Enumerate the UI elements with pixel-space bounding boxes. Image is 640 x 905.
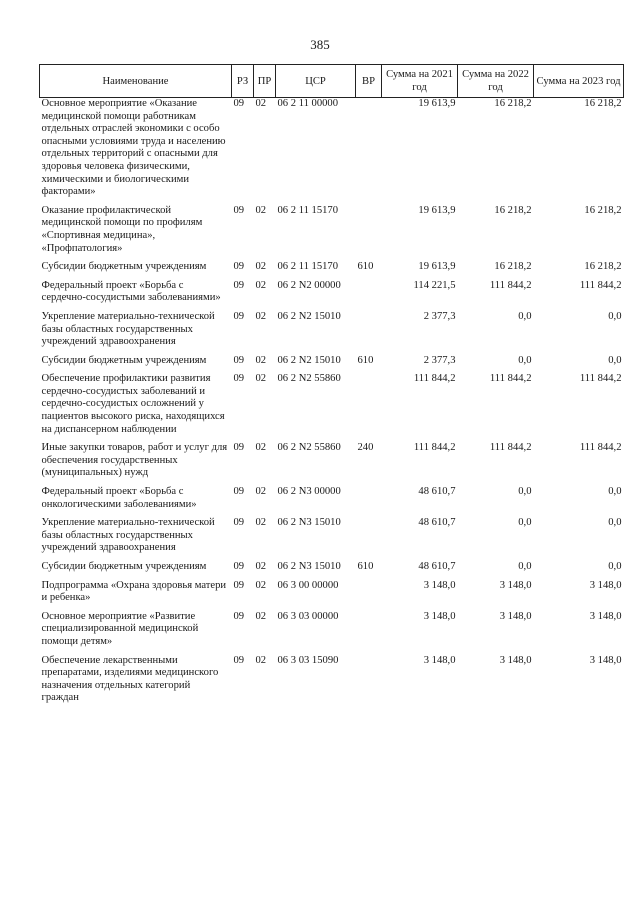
- table-row: [40, 611, 624, 655]
- header-sum-2022: Сумма на 2022 год: [458, 65, 534, 98]
- row-name: Основное мероприятие «Оказание медицинской помощи работникам отдельных отраслей экономики с особо опасными условиями труда и населению отдельных территорий с опасными для здоровья человека физическими, химическими и биологическими факторами»: [41, 98, 226, 198]
- row-csr: 06 2 11 15170: [277, 261, 339, 273]
- row-vr: [356, 205, 382, 261]
- row-pr: 02: [255, 354, 267, 366]
- row-sum-2022: 16 218,2: [494, 261, 532, 273]
- row-sum-2021: 2 377,3: [423, 354, 456, 366]
- row-rz: 09: [233, 310, 245, 322]
- row-sum-2023: 3 148,0: [589, 610, 622, 622]
- row-csr: 06 3 00 00000: [277, 579, 339, 591]
- row-csr: 06 2 N2 55860: [277, 442, 341, 454]
- row-name: Обеспечение лекарственными препаратами, изделиями медицинского назначения отдельных категорий граждан: [41, 654, 219, 704]
- row-rz: 09: [233, 204, 245, 216]
- row-sum-2022: 111 844,2: [489, 373, 532, 385]
- row-sum-2023: 0,0: [608, 517, 622, 529]
- row-name: Субсидии бюджетным учреждениям: [41, 261, 207, 273]
- row-sum-2021: 111 844,2: [413, 373, 456, 385]
- row-vr: 240: [357, 442, 374, 454]
- row-sum-2022: 0,0: [518, 354, 532, 366]
- row-sum-2022: 0,0: [518, 310, 532, 322]
- row-name: Федеральный проект «Борьба с онкологическими заболеваниями»: [41, 486, 197, 510]
- row-rz: 09: [233, 579, 245, 591]
- page-number: 385: [310, 37, 330, 52]
- table-row: [40, 205, 624, 261]
- row-vr: [356, 373, 382, 442]
- table-row: [40, 580, 624, 611]
- row-rz: 09: [233, 654, 245, 666]
- row-vr: [356, 517, 382, 561]
- row-sum-2023: 0,0: [608, 354, 622, 366]
- row-vr: 610: [357, 561, 374, 572]
- row-sum-2021: 48 610,7: [418, 517, 456, 529]
- table-row: [40, 486, 624, 517]
- table-body: [40, 98, 624, 711]
- row-csr: 06 2 N3 15010: [277, 561, 341, 572]
- header-rz: РЗ: [232, 65, 254, 98]
- row-pr: 02: [255, 654, 267, 666]
- row-vr: [356, 611, 382, 655]
- row-sum-2023: 0,0: [608, 310, 622, 322]
- row-rz: 09: [233, 98, 245, 109]
- row-name: Субсидии бюджетным учреждениям: [41, 561, 207, 572]
- row-name: Федеральный проект «Борьба с сердечно-сосудистыми заболеваниями»: [41, 279, 221, 304]
- row-name: Обеспечение профилактики развития сердечно-сосудистых заболеваний и сердечно-сосудистых осложнений у пациентов высокого риска, находящихся на диспансерном наблюдении: [41, 373, 225, 435]
- row-rz: 09: [233, 261, 245, 273]
- row-csr: 06 3 03 15090: [277, 654, 339, 666]
- row-sum-2022: 3 148,0: [499, 579, 532, 591]
- row-name: Укрепление материально-технической базы областных государственных учреждений здравоохранения: [41, 310, 215, 348]
- row-name: Основное мероприятие «Развитие специализированной медицинской помощи детям»: [41, 610, 199, 647]
- row-pr: 02: [255, 261, 267, 273]
- header-name: Наименование: [40, 65, 232, 98]
- row-pr: 02: [255, 279, 267, 291]
- row-csr: 06 2 N2 00000: [277, 279, 341, 291]
- row-sum-2023: 111 844,2: [579, 279, 622, 291]
- table-row: [40, 280, 624, 311]
- row-name: Подпрограмма «Охрана здоровья матери и ребенка»: [41, 579, 227, 604]
- row-rz: 09: [233, 486, 245, 498]
- row-sum-2022: 111 844,2: [489, 442, 532, 454]
- row-pr: 02: [255, 204, 267, 216]
- row-pr: 02: [255, 486, 267, 498]
- row-sum-2022: 0,0: [518, 517, 532, 529]
- row-csr: 06 2 N3 15010: [277, 517, 341, 529]
- row-sum-2022: 0,0: [518, 486, 532, 498]
- row-sum-2021: 114 221,5: [413, 279, 456, 291]
- budget-table: [39, 64, 624, 711]
- row-pr: 02: [255, 579, 267, 591]
- table-row: [40, 355, 624, 374]
- row-rz: 09: [233, 561, 245, 572]
- header-vr: ВР: [356, 65, 382, 98]
- row-vr: [356, 311, 382, 355]
- row-sum-2022: 16 218,2: [494, 98, 532, 109]
- table-row: [40, 655, 624, 711]
- row-sum-2021: 3 148,0: [423, 579, 456, 591]
- row-sum-2021: 48 610,7: [418, 561, 456, 572]
- table-row: [40, 517, 624, 561]
- row-rz: 09: [233, 373, 245, 385]
- row-csr: 06 3 03 00000: [277, 610, 339, 622]
- row-name: Субсидии бюджетным учреждениям: [41, 354, 207, 366]
- row-vr: [356, 280, 382, 311]
- row-sum-2023: 16 218,2: [584, 204, 622, 216]
- row-sum-2023: 3 148,0: [589, 654, 622, 666]
- row-rz: 09: [233, 517, 245, 529]
- row-sum-2023: 3 148,0: [589, 579, 622, 591]
- row-sum-2022: 3 148,0: [499, 654, 532, 666]
- row-vr: [356, 580, 382, 611]
- row-sum-2022: 3 148,0: [499, 610, 532, 622]
- table-row: [40, 311, 624, 355]
- row-sum-2023: 16 218,2: [584, 98, 622, 109]
- row-pr: 02: [255, 561, 267, 572]
- table-row: [40, 442, 624, 486]
- row-csr: 06 2 N3 00000: [277, 486, 341, 498]
- row-sum-2023: 0,0: [608, 486, 622, 498]
- row-sum-2022: 111 844,2: [489, 279, 532, 291]
- row-sum-2022: 0,0: [518, 561, 532, 572]
- table-row: [40, 261, 624, 280]
- row-csr: 06 2 N2 15010: [277, 354, 341, 366]
- row-vr: 610: [357, 354, 374, 366]
- row-sum-2021: 111 844,2: [413, 442, 456, 454]
- row-sum-2021: 3 148,0: [423, 610, 456, 622]
- table-row: [40, 561, 624, 580]
- row-sum-2021: 3 148,0: [423, 654, 456, 666]
- row-sum-2023: 111 844,2: [579, 373, 622, 385]
- row-sum-2021: 2 377,3: [423, 310, 456, 322]
- table-row: [40, 373, 624, 442]
- row-rz: 09: [233, 442, 245, 454]
- row-sum-2023: 16 218,2: [584, 261, 622, 273]
- row-name: Укрепление материально-технической базы областных государственных учреждений здравоохранения: [41, 517, 215, 554]
- header-sum-2023: Сумма на 2023 год: [534, 65, 624, 98]
- row-sum-2021: 48 610,7: [418, 486, 456, 498]
- row-rz: 09: [233, 279, 245, 291]
- row-rz: 09: [233, 610, 245, 622]
- row-csr: 06 2 N2 55860: [277, 373, 341, 385]
- row-sum-2021: 19 613,9: [418, 261, 456, 273]
- row-pr: 02: [255, 310, 267, 322]
- row-pr: 02: [255, 517, 267, 529]
- row-pr: 02: [255, 610, 267, 622]
- row-pr: 02: [255, 373, 267, 385]
- row-csr: 06 2 11 00000: [277, 98, 339, 109]
- header-sum-2021: Сумма на 2021 год: [382, 65, 458, 98]
- row-vr: [356, 655, 382, 711]
- row-sum-2021: 19 613,9: [418, 204, 456, 216]
- row-sum-2023: 0,0: [608, 561, 622, 572]
- table-header-row: [40, 65, 624, 98]
- row-vr: [356, 486, 382, 517]
- row-csr: 06 2 N2 15010: [277, 310, 341, 322]
- row-name: Иные закупки товаров, работ и услуг для обеспечения государственных (муниципальных) нужд: [41, 442, 228, 479]
- row-sum-2023: 111 844,2: [579, 442, 622, 454]
- row-pr: 02: [255, 442, 267, 454]
- row-name: Оказание профилактической медицинской помощи по профилям «Спортивная медицина», «Профпатология»: [41, 204, 203, 254]
- header-csr: ЦСР: [276, 65, 356, 98]
- row-rz: 09: [233, 354, 245, 366]
- row-sum-2021: 19 613,9: [418, 98, 456, 109]
- row-vr: 610: [357, 261, 374, 273]
- row-pr: 02: [255, 98, 267, 109]
- header-pr: ПР: [254, 65, 276, 98]
- row-csr: 06 2 11 15170: [277, 204, 339, 216]
- table-row: [40, 98, 624, 205]
- row-vr: [356, 98, 382, 205]
- row-sum-2022: 16 218,2: [494, 204, 532, 216]
